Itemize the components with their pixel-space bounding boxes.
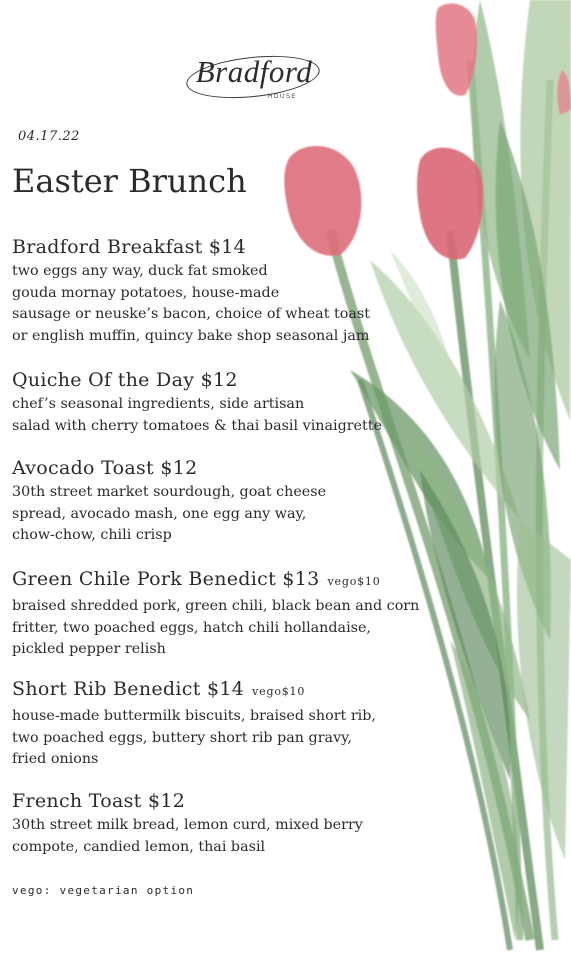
menu-item-name: Avocado Toast $12 [12,457,198,479]
menu-item-description: chef’s seasonal ingredients, side artisan salad with cherry tomatoes & thai basil vinaigrette [12,396,382,434]
menu-item-name: Bradford Breakfast $14 [12,236,247,258]
menu-item [12,789,412,858]
menu-title: Easter Brunch [12,162,247,200]
menu-item-name: Quiche Of the Day $12 [12,369,238,391]
menu-item [12,567,420,661]
vego-footnote: vego: vegetarian option [12,884,195,897]
vego-price: vego$10 [252,685,306,698]
menu-item-name: French Toast $12 [12,790,186,812]
menu-item-description: 30th street market sourdough, goat cheese spread, avocado mash, one egg any way, chow-chow, chili crisp [12,484,327,543]
vego-price: vego$10 [327,575,381,588]
menu-item [12,456,412,547]
logo-subtitle: HOUSE [268,94,297,100]
menu-item-description: two eggs any way, duck fat smoked gouda mornay potatoes, house-made sausage or neuske’s bacon, choice of wheat toast or english muffin, quincy bake shop seasonal jam [12,263,370,344]
menu-item-description: 30th street milk bread, lemon curd, mixed berry compote, candied lemon, thai basil [12,817,363,855]
menu-item [12,235,412,347]
menu-item [12,368,412,437]
logo-wordmark: Bradford [195,54,313,89]
menu-item-name: Short Rib Benedict $14 vego$10 [12,678,306,700]
menu-item-description: house-made buttermilk biscuits, braised short rib, two poached eggs, buttery short rib pan gravy, fried onions [12,708,376,767]
menu-date: 04.17.22 [18,129,80,144]
bradford-house-logo [184,54,324,106]
menu-item-name: Green Chile Pork Benedict $13 vego$10 [12,568,381,590]
menu-item [12,677,412,771]
menu-item-description: braised shredded pork, green chili, black bean and corn fritter, two poached eggs, hatch chili hollandaise, pickled pepper relish [12,598,420,657]
